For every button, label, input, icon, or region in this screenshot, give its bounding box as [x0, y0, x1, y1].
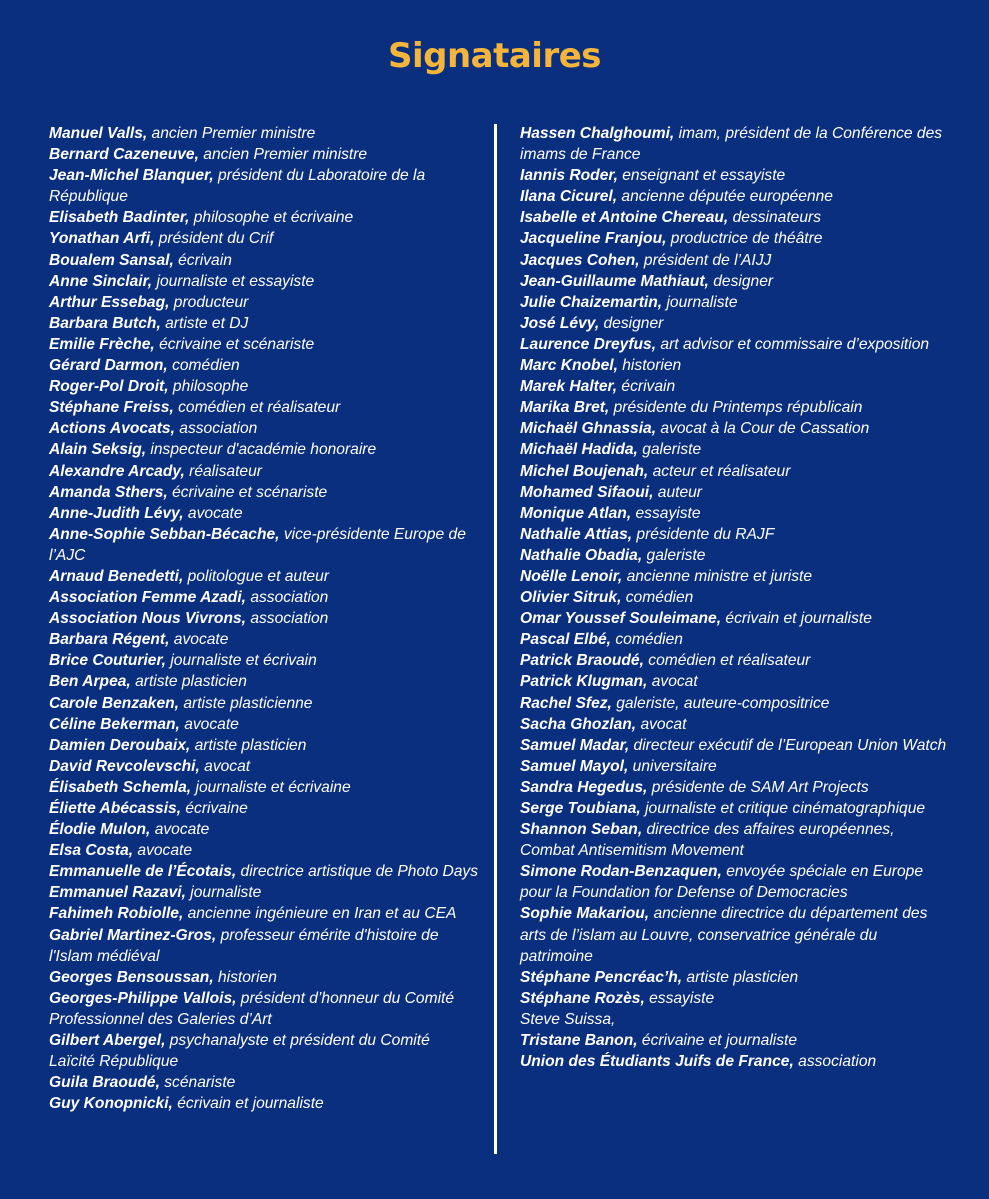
signatory-role: galeriste, auteure-compositrice: [611, 694, 830, 712]
signatory-role: historien: [213, 968, 277, 986]
signatory-entry: [49, 418, 479, 439]
signatory-entry: [520, 988, 950, 1009]
signatory-entry: [520, 967, 950, 988]
signatory-role: président d’honneur du Comité Professionnel des Galeries d’Art: [49, 989, 455, 1028]
signatory-entry: [520, 186, 950, 207]
signatory-entry: [520, 250, 950, 271]
signatory-role: art advisor et commissaire d’exposition: [656, 335, 930, 353]
page-title: Signataires: [387, 36, 602, 76]
signatory-entry: [49, 207, 479, 228]
signatory-name: Alexandre Arcady,: [49, 462, 185, 480]
signatory-role: Steve Suissa,: [520, 1010, 616, 1028]
signatory-role: avocate: [169, 631, 229, 649]
signatory-name: Sandra Hegedus,: [520, 778, 648, 796]
signatory-name: Monique Atlan,: [520, 504, 632, 522]
signatory-name: Hassen Chalghoumi,: [520, 125, 675, 142]
signatory-name: Stéphane Freiss,: [49, 399, 174, 417]
signatory-entry: [520, 629, 950, 650]
signatory-name: Georges Bensoussan,: [49, 968, 214, 986]
signatory-entry: [520, 798, 950, 819]
signatories-right-column: [520, 123, 950, 1072]
signatory-name: Shannon Seban,: [520, 821, 643, 839]
signatory-role: ancien Premier ministre: [147, 125, 316, 142]
signatory-entry: [520, 228, 950, 249]
signatory-name: Michel Boujenah,: [520, 462, 649, 480]
signatory-name: Emmanuel Razavi,: [49, 884, 186, 902]
signatory-name: Éliette Abécassis,: [49, 800, 182, 817]
signatory-role: écrivaine et journaliste: [637, 1032, 798, 1050]
signatory-role: association: [793, 1053, 877, 1071]
signatory-name: Arthur Essebag,: [49, 293, 170, 311]
signatory-role: association: [246, 610, 329, 628]
signatory-entry: [520, 777, 950, 798]
signatory-role: designer: [599, 314, 664, 332]
signatory-role: avocate: [133, 842, 193, 860]
signatory-entry: [520, 461, 950, 482]
signatory-name: Julie Chaizemartin,: [520, 293, 663, 311]
signatory-role: écrivaine et scénariste: [154, 335, 315, 353]
signatory-entry: [49, 882, 479, 903]
signatory-name: Union des Étudiants Juifs de France,: [520, 1053, 794, 1071]
signatory-name: David Revcolevschi,: [49, 757, 200, 775]
signatory-entry: [49, 250, 479, 271]
signatory-name: Amanda Sthers,: [49, 483, 168, 501]
signatory-role: avocat: [636, 715, 687, 733]
signatory-role: psychanalyste et président du Comité Laïcité République: [49, 1032, 430, 1071]
signatory-role: scénariste: [159, 1074, 236, 1092]
signatory-role: politologue et auteur: [183, 567, 329, 585]
signatory-entry: [49, 735, 479, 756]
signatory-role: directrice des affaires européennes, Combat Antisemitism Movement: [520, 821, 895, 860]
signatory-entry: [520, 123, 950, 165]
signatory-entry: [520, 693, 950, 714]
signatory-role: avocate: [179, 715, 239, 733]
signatory-entry: [520, 418, 950, 439]
signatory-role: journaliste: [662, 293, 738, 311]
signatory-entry: [49, 228, 479, 249]
signatory-name: Nathalie Attias,: [520, 525, 633, 543]
signatory-name: Jacques Cohen,: [520, 251, 640, 269]
signatory-entry: [520, 397, 950, 418]
signatory-role: artiste plasticien: [130, 673, 247, 691]
signatory-entry: [520, 819, 950, 861]
signatory-entry: [520, 524, 950, 545]
signatory-role: galeriste: [642, 546, 706, 564]
signatory-entry: [49, 482, 479, 503]
signatory-entry: [49, 376, 479, 397]
signatory-name: Guila Braoudé,: [49, 1074, 160, 1092]
signatory-name: Rachel Sfez,: [520, 694, 612, 712]
signatory-role: association: [246, 589, 329, 607]
signatory-entry: [520, 376, 950, 397]
signatory-name: Samuel Madar,: [520, 736, 630, 754]
signatory-entry: [49, 629, 479, 650]
signatory-name: Laurence Dreyfus,: [520, 335, 657, 353]
signatory-role: envoyée spéciale en Europe pour la Foundation for Defense of Democracies: [520, 863, 924, 902]
signatory-entry: [520, 313, 950, 334]
signatory-entry: [49, 756, 479, 777]
signatory-entry: [520, 903, 950, 966]
signatory-entry: [49, 1030, 479, 1072]
signatory-entry: [520, 587, 950, 608]
signatory-name: Elisabeth Badinter,: [49, 209, 190, 227]
signatory-role: artiste plasticien: [190, 736, 307, 754]
signatory-entry: [520, 545, 950, 566]
signatory-name: Elsa Costa,: [49, 842, 134, 860]
signatory-name: Patrick Klugman,: [520, 673, 648, 691]
signatory-role: comédien: [167, 357, 240, 375]
signatory-role: auteur: [653, 483, 702, 501]
signatory-entry: [49, 271, 479, 292]
signatory-role: imam, président de la Conférence des imams de France: [520, 125, 943, 164]
signatory-role: journaliste et critique cinématographique: [640, 800, 926, 817]
signatory-role: historien: [617, 357, 682, 375]
signatory-role: ancienne députée européenne: [617, 188, 833, 206]
signatory-name: Gilbert Abergel,: [49, 1032, 166, 1050]
signatory-role: essayiste: [644, 989, 715, 1007]
signatory-name: Serge Toubiana,: [520, 800, 641, 817]
signatory-role: comédien: [621, 589, 694, 607]
signatory-entry: [49, 503, 479, 524]
column-divider: [494, 124, 497, 1154]
signatory-role: acteur et réalisateur: [648, 462, 791, 480]
signatory-role: producteur: [169, 293, 249, 311]
signatory-name: Arnaud Benedetti,: [49, 567, 184, 585]
signatory-entry: [520, 207, 950, 228]
signatory-entry: [49, 397, 479, 418]
signatory-entry: [49, 461, 479, 482]
signatory-entry: [49, 123, 479, 144]
signatory-entry: [49, 861, 479, 882]
signatory-role: écrivain et journaliste: [721, 610, 872, 628]
signatory-entry: [520, 439, 950, 460]
signatory-name: Association Femme Azadi,: [49, 589, 246, 607]
signatory-entry: [49, 608, 479, 629]
signatory-role: président du Laboratoire de la République: [49, 167, 426, 206]
signatory-role: avocat à la Cour de Cassation: [656, 420, 870, 438]
signatory-name: Yonathan Arfi,: [49, 230, 155, 248]
signatory-entry: [520, 735, 950, 756]
signatory-role: dessinateurs: [728, 209, 822, 227]
signatory-entry: [49, 714, 479, 735]
signatory-entry: [49, 165, 479, 207]
signatory-name: Georges-Philippe Vallois,: [49, 989, 237, 1007]
signatory-entry: [520, 608, 950, 629]
signatory-name: Iannis Roder,: [520, 167, 618, 185]
signatory-name: Fahimeh Robiolle,: [49, 905, 184, 923]
signatory-name: Ilana Cicurel,: [520, 188, 618, 206]
signatory-role: avocate: [183, 504, 243, 522]
signatory-name: Bernard Cazeneuve,: [49, 146, 199, 164]
signatory-name: Barbara Régent,: [49, 631, 170, 649]
signatory-name: Noëlle Lenoir,: [520, 567, 623, 585]
signatory-role: avocate: [150, 821, 210, 839]
signatory-entry: [49, 292, 479, 313]
signatory-entry: [49, 925, 479, 967]
signatory-role: présidente de SAM Art Projects: [647, 778, 869, 796]
signatory-name: Emilie Frèche,: [49, 335, 155, 353]
signatory-role: comédien et réalisateur: [643, 652, 811, 670]
signatory-role: écrivaine: [181, 800, 248, 817]
signatory-name: Jean-Michel Blanquer,: [49, 167, 214, 185]
signatory-entry: [520, 756, 950, 777]
signatory-entry: [49, 819, 479, 840]
signatory-role: galeriste: [637, 441, 702, 459]
signatory-entry: [520, 355, 950, 376]
signatory-entry: [520, 566, 950, 587]
signatory-entry: [49, 693, 479, 714]
signatory-role: professeur émérite d'histoire de l'Islam médiéval: [49, 926, 439, 965]
signatory-role: journaliste et écrivaine: [191, 778, 351, 796]
signatory-name: Damien Deroubaix,: [49, 736, 191, 754]
signatory-name: Isabelle et Antoine Chereau,: [520, 209, 729, 227]
signatory-name: Marc Knobel,: [520, 357, 618, 375]
signatory-role: journaliste et écrivain: [165, 652, 317, 670]
signatory-name: Gérard Darmon,: [49, 357, 168, 375]
signatory-name: Roger-Pol Droit,: [49, 378, 169, 396]
signatory-role: écrivain et journaliste: [172, 1095, 324, 1113]
signatory-name: Céline Bekerman,: [49, 715, 180, 733]
signatory-role: journaliste: [185, 884, 262, 902]
signatory-role: enseignant et essayiste: [617, 167, 786, 185]
signatory-role: journaliste et essayiste: [152, 272, 315, 290]
signatory-entry: [520, 292, 950, 313]
signatory-name: Brice Couturier,: [49, 652, 166, 670]
signatory-name: Anne Sinclair,: [49, 272, 153, 290]
signatory-role: designer: [708, 272, 774, 290]
signatory-name: Carole Benzaken,: [49, 694, 179, 712]
signatory-role: vice-présidente Europe de l’AJC: [49, 525, 466, 564]
signatory-role: écrivain: [173, 251, 232, 269]
signatories-left-column: [49, 123, 479, 1114]
signatory-name: Omar Youssef Souleimane,: [520, 610, 722, 628]
signatory-name: Pascal Elbé,: [520, 631, 612, 649]
signatory-role: ancienne ingénieure en Iran et au CEA: [183, 905, 457, 923]
signatory-name: Stéphane Pencréac’h,: [520, 968, 683, 986]
signatory-entry: [49, 967, 479, 988]
signatory-role: artiste plasticien: [682, 968, 799, 986]
signatory-name: Simone Rodan-Benzaquen,: [520, 863, 722, 881]
signatory-name: Manuel Valls,: [49, 125, 148, 142]
signatory-entry: [520, 714, 950, 735]
signatory-entry: [49, 798, 479, 819]
signatory-entry: [49, 1072, 479, 1093]
signatory-name: Anne-Judith Lévy,: [49, 504, 184, 522]
signatory-role: président du Crif: [154, 230, 274, 248]
signatory-entry: [49, 671, 479, 692]
signatory-name: Michaël Hadida,: [520, 441, 638, 459]
signatory-role: avocat: [647, 673, 698, 691]
signatory-role: inspecteur d'académie honoraire: [146, 441, 377, 459]
signatory-name: Stéphane Rozès,: [520, 989, 645, 1007]
signatory-role: réalisateur: [184, 462, 262, 480]
signatory-role: écrivaine et scénariste: [167, 483, 328, 501]
signatory-entry: [520, 671, 950, 692]
signatory-entry: [49, 988, 479, 1030]
signatory-entry: [520, 861, 950, 903]
signatory-name: Olivier Sitruk,: [520, 589, 622, 607]
signatory-entry: [520, 1030, 950, 1051]
signatory-role: ancienne directrice du département des arts de l’islam au Louvre, conservatrice générale du patrimoine: [520, 905, 928, 965]
signatory-role: ancienne ministre et juriste: [622, 567, 813, 585]
signatory-entry: [520, 1051, 950, 1072]
signatory-entry: [520, 165, 950, 186]
signatory-name: Nathalie Obadia,: [520, 546, 643, 564]
signatory-name: Michaël Ghnassia,: [520, 420, 657, 438]
signatory-role: comédien et réalisateur: [173, 399, 341, 417]
signatory-name: Boualem Sansal,: [49, 251, 174, 269]
signatory-entry: [49, 650, 479, 671]
signatory-name: Sophie Makariou,: [520, 905, 650, 923]
signatory-name: Élisabeth Schemla,: [49, 778, 192, 796]
signatory-entry: [520, 482, 950, 503]
signatory-role: artiste plasticienne: [179, 694, 313, 712]
signatory-role: philosophe: [168, 378, 249, 396]
signatory-name: Actions Avocats,: [49, 420, 175, 438]
signatory-name: Marek Halter,: [520, 378, 618, 396]
signatory-entry: [520, 1009, 950, 1030]
signatory-role: président de l’AIJJ: [639, 251, 772, 269]
signatory-role: directeur exécutif de l’European Union Watch: [629, 736, 947, 754]
signatory-name: Association Nous Vivrons,: [49, 610, 246, 628]
signatory-entry: [49, 566, 479, 587]
signatory-name: Jean-Guillaume Mathiaut,: [520, 272, 709, 290]
signatory-role: association: [174, 420, 258, 438]
signatory-name: Guy Konopnicki,: [49, 1095, 173, 1113]
signatory-entry: [49, 840, 479, 861]
signatory-name: Tristane Banon,: [520, 1032, 638, 1050]
signatory-entry: [49, 1093, 479, 1114]
signatory-role: essayiste: [631, 504, 701, 522]
signatory-role: universitaire: [628, 757, 717, 775]
signatory-role: comédien: [611, 631, 683, 649]
signatory-entry: [49, 524, 479, 566]
signatory-role: présidente du Printemps républicain: [609, 399, 863, 417]
signatory-entry: [49, 777, 479, 798]
signatory-entry: [49, 334, 479, 355]
signatory-role: directrice artistique de Photo Days: [236, 863, 479, 881]
signatory-name: Samuel Mayol,: [520, 757, 629, 775]
signatory-name: Barbara Butch,: [49, 314, 161, 332]
signatory-entry: [49, 313, 479, 334]
signatory-entry: [49, 144, 479, 165]
signatory-name: Patrick Braoudé,: [520, 652, 644, 670]
signatory-name: Ben Arpea,: [49, 673, 131, 691]
signatory-name: Emmanuelle de l’Écotais,: [49, 863, 237, 881]
signatory-role: écrivain: [617, 378, 676, 396]
signatory-entry: [520, 503, 950, 524]
signatory-name: Gabriel Martinez-Gros,: [49, 926, 217, 944]
signatory-role: productrice de théâtre: [666, 230, 823, 248]
signatory-role: avocat: [199, 757, 251, 775]
signatory-name: Anne-Sophie Sebban-Bécache,: [49, 525, 280, 543]
signatory-name: Élodie Mulon,: [49, 821, 151, 839]
signatory-entry: [520, 650, 950, 671]
signatory-entry: [49, 903, 479, 924]
signatory-entry: [49, 439, 479, 460]
signatory-entry: [49, 587, 479, 608]
signatory-role: ancien Premier ministre: [198, 146, 368, 164]
signatory-name: Jacqueline Franjou,: [520, 230, 667, 248]
signatory-entry: [520, 271, 950, 292]
signatory-name: Mohamed Sifaoui,: [520, 483, 654, 501]
signatory-role: philosophe et écrivaine: [189, 209, 354, 227]
signatory-role: présidente du RAJF: [632, 525, 775, 543]
signatory-role: artiste et DJ: [160, 314, 249, 332]
signatory-entry: [520, 334, 950, 355]
signatory-name: José Lévy,: [520, 314, 600, 332]
signatory-name: Sacha Ghozlan,: [520, 715, 637, 733]
signatory-name: Marika Bret,: [520, 399, 610, 417]
signatory-name: Alain Seksig,: [49, 441, 147, 459]
signatory-entry: [49, 355, 479, 376]
